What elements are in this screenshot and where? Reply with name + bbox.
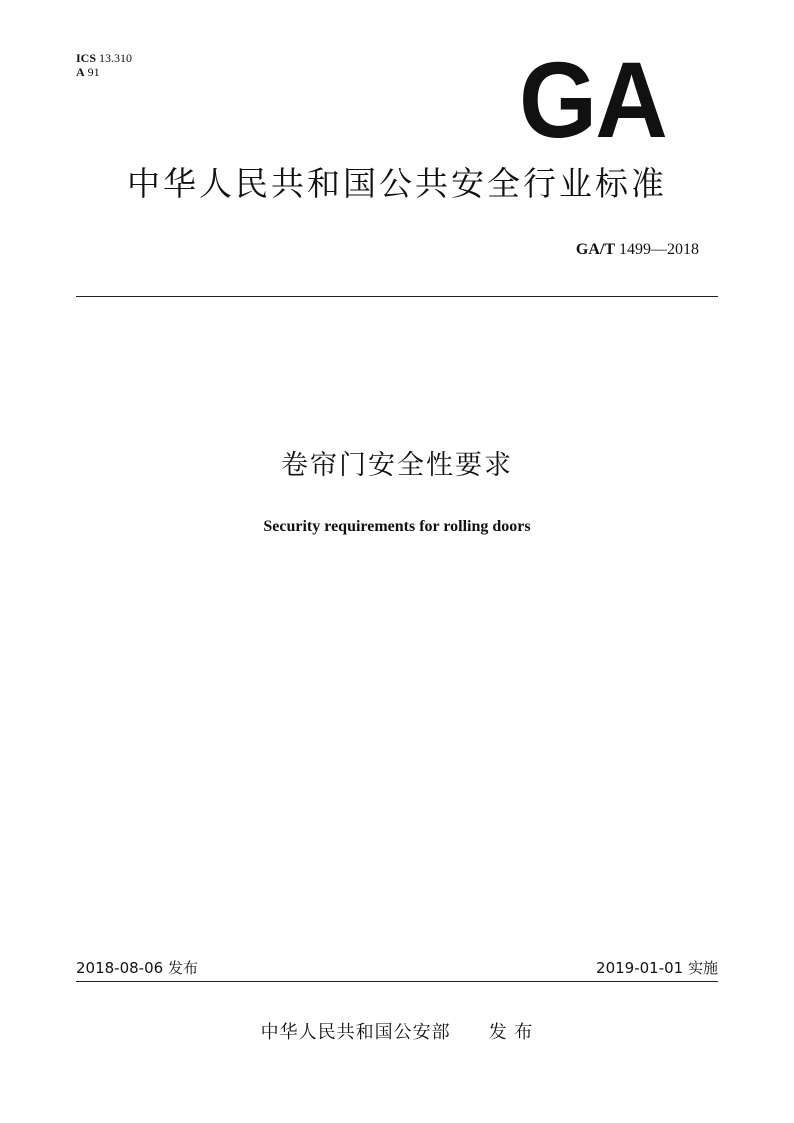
issuer-line — [0, 1021, 794, 1045]
standard-number — [576, 240, 699, 260]
issue-date: 2018-08-06 发布 — [76, 959, 198, 977]
effective-date: 2019-01-01 实施 — [596, 959, 718, 977]
standard-number-prefix: GA/T — [575, 241, 615, 258]
classification-codes — [76, 51, 132, 79]
ics-code: 13.310 — [99, 51, 133, 65]
ccs-label: A — [76, 65, 85, 79]
standard-number-value: 1499—2018 — [619, 241, 699, 258]
issuer-name: 中华人民共和国公安部 — [260, 1022, 451, 1043]
document-title: 卷帘门安全性要求 — [281, 450, 513, 481]
ccs-code: 91 — [87, 65, 100, 79]
ccs-row — [76, 65, 132, 79]
ics-row — [76, 51, 132, 65]
header-divider — [76, 296, 718, 297]
ga-logo: GA — [519, 39, 666, 160]
footer-divider — [76, 981, 718, 982]
document-subtitle: Security requirements for rolling doors — [263, 518, 531, 535]
ics-label: ICS — [76, 51, 97, 65]
standard-category-title: 中华人民共和国公共安全行业标准 — [127, 164, 667, 203]
issuer-action: 发 布 — [488, 1022, 534, 1043]
